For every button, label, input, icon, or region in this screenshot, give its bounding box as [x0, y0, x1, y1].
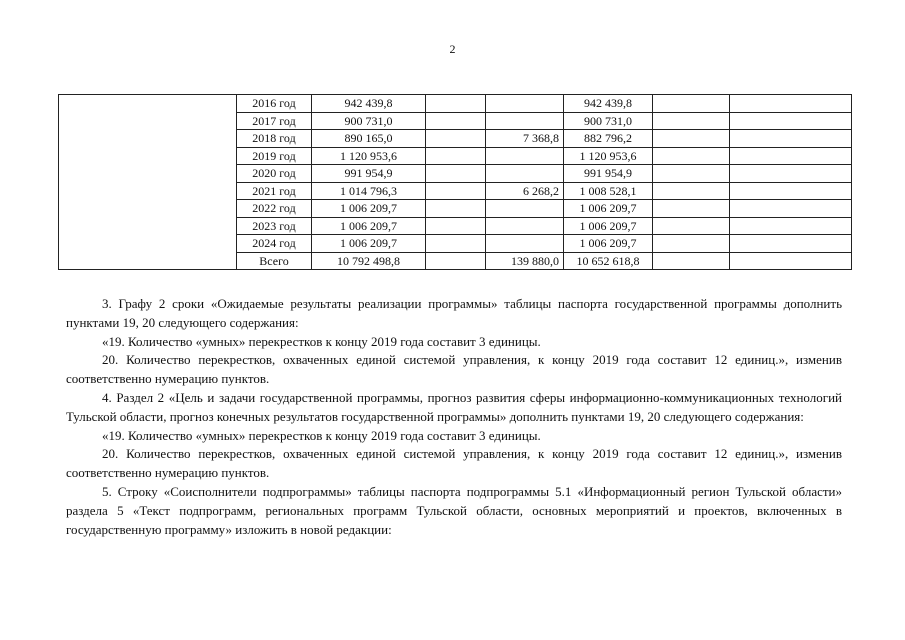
- year-cell: 2023 год: [237, 217, 312, 235]
- column-3-cell: [426, 252, 486, 270]
- column-7-cell: [730, 165, 852, 183]
- column-7-cell: [730, 147, 852, 165]
- column-6-cell: [653, 95, 730, 113]
- column-6-cell: [653, 147, 730, 165]
- column-4-cell: 139 880,0: [486, 252, 564, 270]
- column-6-cell: [653, 130, 730, 148]
- year-cell: Всего: [237, 252, 312, 270]
- column-6-cell: [653, 165, 730, 183]
- total-cell: 890 165,0: [312, 130, 426, 148]
- column-7-cell: [730, 112, 852, 130]
- paragraph-3-item-19: «19. Количество «умных» перекрестков к концу 2019 года составит 3 единицы.: [102, 333, 541, 349]
- column-4-cell: [486, 235, 564, 253]
- year-cell: 2020 год: [237, 165, 312, 183]
- total-cell: 942 439,8: [312, 95, 426, 113]
- column-7-cell: [730, 200, 852, 218]
- total-cell: 1 006 209,7: [312, 217, 426, 235]
- paragraph-3-item-20: 20. Количество перекрестков, охваченных единой системой управления, к концу 2019 года составит 12 единиц.», изменив соответственно нумерацию пунктов.: [66, 352, 842, 387]
- column-4-cell: 7 368,8: [486, 130, 564, 148]
- paragraph-5: 5. Строку «Соисполнители подпрограммы» таблицы паспорта подпрограммы 5.1 «Информационный регион Тульской области» раздела 5 «Текст подпрограмм, региональных программ Тульской области, основных мероприятий и проектов, включенных в государственную программу» изложить в новой редакции:: [66, 483, 842, 537]
- column-3-cell: [426, 112, 486, 130]
- total-cell: 1 006 209,7: [312, 235, 426, 253]
- column-4-cell: [486, 217, 564, 235]
- column-7-cell: [730, 182, 852, 200]
- year-cell: 2018 год: [237, 130, 312, 148]
- label-cell: [59, 95, 237, 270]
- column-3-cell: [426, 130, 486, 148]
- column-7-cell: [730, 95, 852, 113]
- column-5-cell: 10 652 618,8: [564, 252, 653, 270]
- column-4-cell: 6 268,2: [486, 182, 564, 200]
- column-5-cell: 942 439,8: [564, 95, 653, 113]
- column-7-cell: [730, 217, 852, 235]
- column-3-cell: [426, 165, 486, 183]
- column-5-cell: 991 954,9: [564, 165, 653, 183]
- column-6-cell: [653, 200, 730, 218]
- column-5-cell: 1 006 209,7: [564, 235, 653, 253]
- page-number: 2: [449, 42, 456, 56]
- column-3-cell: [426, 217, 486, 235]
- paragraph-4: 4. Раздел 2 «Цель и задачи государственной программы, прогноз развития сферы информационно-коммуникационных технологий Тульской области, прогноз конечных результатов государственной программы» дополнить пунктами 19, 20 следующего содержания:: [66, 389, 842, 424]
- document-body: [66, 295, 842, 539]
- column-5-cell: 1 006 209,7: [564, 200, 653, 218]
- column-3-cell: [426, 95, 486, 113]
- column-5-cell: 1 006 209,7: [564, 217, 653, 235]
- column-5-cell: 900 731,0: [564, 112, 653, 130]
- column-6-cell: [653, 112, 730, 130]
- column-6-cell: [653, 252, 730, 270]
- column-6-cell: [653, 217, 730, 235]
- total-cell: 1 006 209,7: [312, 200, 426, 218]
- column-7-cell: [730, 130, 852, 148]
- column-5-cell: 1 008 528,1: [564, 182, 653, 200]
- column-5-cell: 1 120 953,6: [564, 147, 653, 165]
- column-4-cell: [486, 95, 564, 113]
- column-5-cell: 882 796,2: [564, 130, 653, 148]
- paragraph-4-item-19: «19. Количество «умных» перекрестков к концу 2019 года составит 3 единицы.: [102, 427, 541, 443]
- year-cell: 2019 год: [237, 147, 312, 165]
- column-7-cell: [730, 235, 852, 253]
- column-6-cell: [653, 235, 730, 253]
- column-3-cell: [426, 182, 486, 200]
- total-cell: 900 731,0: [312, 112, 426, 130]
- paragraph-4-item-20: 20. Количество перекрестков, охваченных единой системой управления, к концу 2019 года составит 12 единиц.», изменив соответственно нумерацию пунктов.: [66, 446, 842, 481]
- column-3-cell: [426, 200, 486, 218]
- column-4-cell: [486, 147, 564, 165]
- column-4-cell: [486, 112, 564, 130]
- funding-table: [58, 94, 852, 270]
- table-row: [59, 95, 852, 113]
- column-6-cell: [653, 182, 730, 200]
- column-4-cell: [486, 165, 564, 183]
- column-4-cell: [486, 200, 564, 218]
- total-cell: 10 792 498,8: [312, 252, 426, 270]
- paragraph-3: 3. Графу 2 сроки «Ожидаемые результаты реализации программы» таблицы паспорта государственной программы дополнить пунктами 19, 20 следующего содержания:: [66, 296, 842, 330]
- year-cell: 2024 год: [237, 235, 312, 253]
- year-cell: 2016 год: [237, 95, 312, 113]
- column-3-cell: [426, 235, 486, 253]
- year-cell: 2017 год: [237, 112, 312, 130]
- column-3-cell: [426, 147, 486, 165]
- total-cell: 1 120 953,6: [312, 147, 426, 165]
- column-7-cell: [730, 252, 852, 270]
- year-cell: 2022 год: [237, 200, 312, 218]
- year-cell: 2021 год: [237, 182, 312, 200]
- total-cell: 1 014 796,3: [312, 182, 426, 200]
- total-cell: 991 954,9: [312, 165, 426, 183]
